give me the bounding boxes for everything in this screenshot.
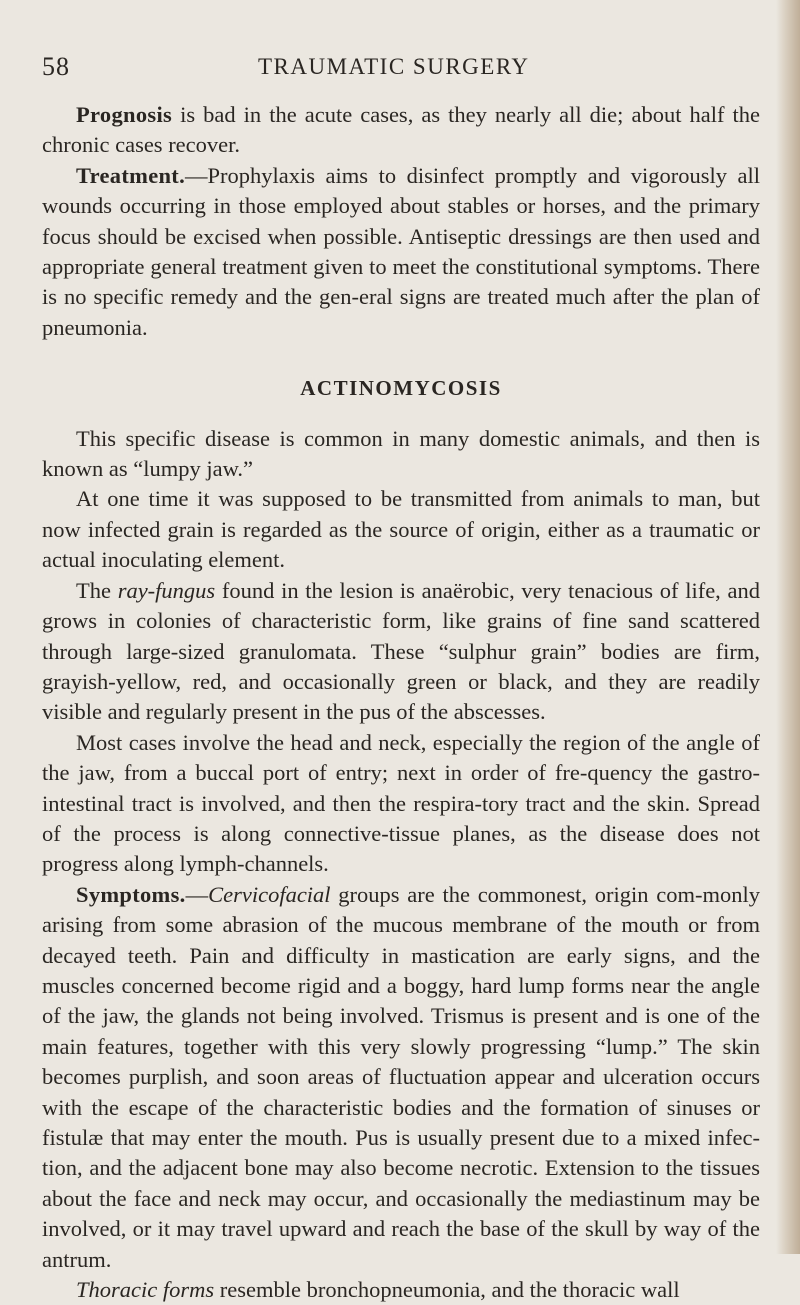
run-in-prognosis: Prognosis bbox=[76, 102, 173, 127]
run-in-symptoms: Symptoms. bbox=[76, 881, 186, 907]
paragraph-sites: Most cases involve the head and neck, especially the region of the angle of the jaw, from a buccal port of entry; next in order of fre-quency the gastro-intestinal tract is involved, and then the respira-tory tract and the skin. Spread of the process is along connective-tissue planes, as the disease does not progress along lymph-channels. bbox=[42, 729, 760, 877]
page-edge-shadow bbox=[776, 0, 800, 1254]
paragraph-ray-fungus bbox=[42, 576, 760, 728]
italic-term: Cervicofacial bbox=[208, 881, 331, 907]
page-body bbox=[42, 100, 760, 1305]
section-heading: ACTINOMYCOSIS bbox=[300, 376, 502, 401]
paragraph-thoracic bbox=[42, 1275, 760, 1305]
paragraph-text: is bad in the acute cases, as they nearly all die; about half the chronic cases recover. bbox=[42, 102, 760, 158]
run-in-treatment: Treatment. bbox=[76, 162, 186, 188]
paragraph-text: —Prophylaxis aims to disinfect promptly and vigorously all wounds occurring in those employed about stables or horses, and the primary focus should be excised when possible. Antiseptic dressings are then used and appropriate general treatment given to meet the constitutional symptoms. There is no specific remedy and the gen-eral signs are treated much after the plan of pneumonia. bbox=[42, 162, 760, 340]
paragraph-text: found in the lesion is anaërobic, very tenacious of life, and grows in colonies of characteristic form, like grains of fine sand scattered through large-sized granulomata. These “sulphur grain” bodies are firm, grayish-yellow, red, and occasionally green or black, and they are readily visible and regularly present in the pus of the abscesses. bbox=[42, 577, 760, 725]
paragraph-text: resemble bronchopneumonia, and the thoracic wall bbox=[214, 1277, 680, 1303]
italic-term: Thoracic forms bbox=[76, 1277, 215, 1303]
paragraph-symptoms bbox=[42, 880, 760, 1275]
italic-term: ray-fungus bbox=[117, 577, 216, 603]
dash: — bbox=[185, 881, 209, 907]
paragraph-intro: This specific disease is common in many domestic animals, and then is known as “lumpy jaw.” bbox=[42, 425, 760, 482]
paragraph-transmission: At one time it was supposed to be transmitted from animals to man, but now infected grain is regarded as the source of origin, either as a traumatic or actual inoculating element. bbox=[42, 486, 760, 573]
paragraph-prognosis bbox=[42, 100, 760, 161]
running-head: TRAUMATIC SURGERY bbox=[258, 54, 530, 79]
page-header bbox=[42, 52, 762, 82]
paragraph-text: groups are the commonest, origin com-monly arising from some abrasion of the mucous membrane of the mouth or from decayed teeth. Pain and difficulty in mastication are early signs, and the muscles concerned become rigid and a boggy, hard lump forms near the angle of the jaw, the glands not being involved. Trismus is present and is one of the main features, together with this very slowly progressing “lump.” The skin becomes purplish, and soon areas of fluctuation appear and ulceration occurs with the escape of the characteristic bodies and the formation of sinuses or fistulæ that may enter the mouth. Pus is usually present due to a mixed infec-tion, and the adjacent bone may also become necrotic. Extension to the tissues about the face and neck may occur, and occasionally the mediastinum may be involved, or it may travel upward and reach the base of the skull by way of the antrum. bbox=[42, 881, 760, 1272]
paragraph-treatment bbox=[42, 161, 760, 343]
paragraph-text: The bbox=[76, 577, 118, 603]
page-number: 58 bbox=[42, 52, 70, 81]
